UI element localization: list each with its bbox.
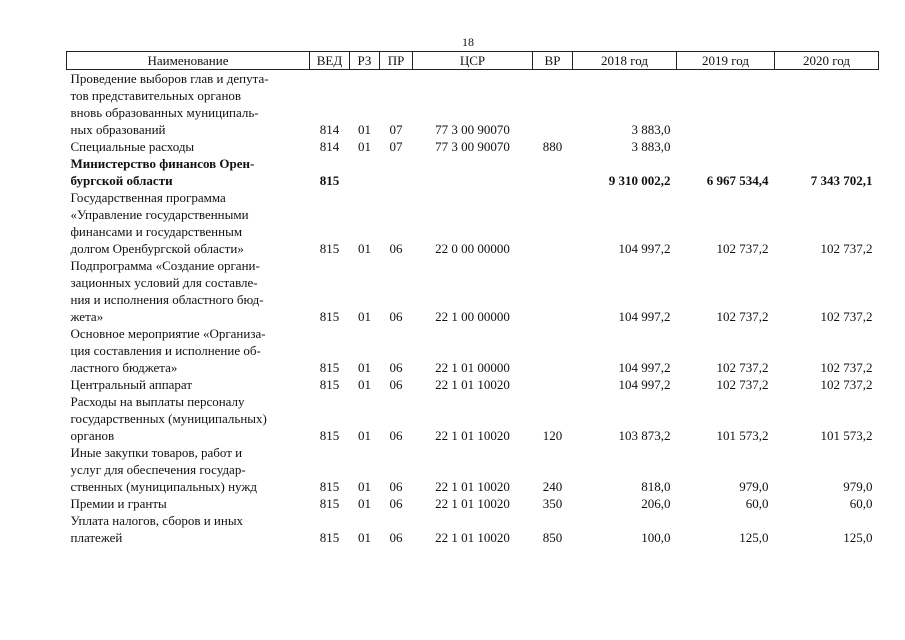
cell-2019 [677,70,775,139]
cell-pr: 06 [389,496,403,511]
name-line: органов [70,428,115,443]
name-line: Подпрограмма «Создание органи- [70,258,260,273]
cell-ved: 815 [319,241,340,256]
cell-vr: 240 [542,479,563,494]
header-2020: 2020 год [775,52,879,70]
cell-2019: 102 737,2 [716,309,769,324]
cell-name [67,138,310,155]
cell-ved: 815 [319,309,340,324]
cell-2019: 125,0 [739,530,769,545]
name-line: тов представительных органов [70,88,242,103]
name-line: ных образований [70,122,166,137]
name-line: платежей [70,530,123,545]
cell-ved: 815 [319,530,340,545]
cell-csr: 77 3 00 90070 [435,122,510,137]
cell-csr [413,155,533,189]
cell-csr: 22 1 01 10020 [435,530,510,545]
cell-name [67,512,310,546]
header-vr: ВР [533,52,573,70]
header-2019: 2019 год [677,52,775,70]
cell-csr: 22 1 01 10020 [435,496,510,511]
cell-csr: 22 1 01 10020 [435,377,510,392]
cell-2020: 102 737,2 [820,377,873,392]
header-2018: 2018 год [573,52,677,70]
cell-name [67,376,310,393]
cell-2018: 104 997,2 [618,360,671,375]
cell-ved: 815 [319,377,340,392]
name-line: жета» [70,309,104,324]
cell-rz: 01 [358,530,371,545]
name-line: ластного бюджета» [70,360,178,375]
header-pr: ПР [380,52,413,70]
name-line: Иные закупки товаров, работ и [70,445,243,460]
cell-pr: 06 [389,309,403,324]
cell-2018: 103 873,2 [618,428,671,443]
cell-2019 [677,138,775,155]
table-row [67,512,879,546]
header-csr: ЦСР [413,52,533,70]
cell-rz: 01 [358,360,371,375]
header-ved: ВЕД [310,52,350,70]
cell-rz: 01 [358,139,371,154]
page-number: 18 [462,35,474,49]
table-row [67,376,879,393]
cell-2018: 9 310 002,2 [608,173,671,188]
cell-rz: 01 [358,122,371,137]
cell-name [67,444,310,495]
budget-table [66,51,879,546]
table-body [67,70,879,547]
cell-csr: 22 1 01 10020 [435,479,510,494]
cell-rz: 01 [358,428,371,443]
cell-2020: 7 343 702,1 [810,173,873,188]
name-line: долгом Оренбургской области» [70,241,244,256]
cell-vr [533,325,573,376]
cell-vr [533,70,573,139]
cell-2018: 104 997,2 [618,309,671,324]
name-line: Уплата налогов, сборов и иных [70,513,244,528]
cell-ved: 815 [319,360,340,375]
cell-2018: 206,0 [641,496,671,511]
cell-csr: 22 1 01 00000 [435,360,510,375]
name-line: «Управление государственными [70,207,249,222]
table-row [67,444,879,495]
cell-2020: 979,0 [843,479,873,494]
cell-pr [380,155,413,189]
cell-vr: 850 [542,530,563,545]
cell-pr: 06 [389,479,403,494]
cell-vr: 350 [542,496,563,511]
cell-ved: 815 [319,496,340,511]
table-row [67,70,879,139]
cell-name [67,325,310,376]
cell-csr: 22 1 00 00000 [435,309,510,324]
table-header [67,52,879,70]
cell-csr: 22 0 00 00000 [435,241,510,256]
cell-2018: 104 997,2 [618,377,671,392]
cell-vr: 880 [542,139,563,154]
name-line: вновь образованных муниципаль- [70,105,259,120]
name-line: Министерство финансов Орен- [70,156,255,171]
table-row [67,155,879,189]
table-row [67,257,879,325]
cell-2018: 100,0 [641,530,671,545]
cell-pr: 06 [389,360,403,375]
name-line: зационных условий для составле- [70,275,258,290]
cell-2019: 60,0 [745,496,769,511]
cell-2019: 102 737,2 [716,377,769,392]
cell-rz: 01 [358,377,371,392]
name-line: государственных (муниципальных) [70,411,267,426]
name-line: Премии и гранты [70,496,167,511]
cell-ved: 815 [319,479,340,494]
table-row [67,495,879,512]
cell-csr: 77 3 00 90070 [435,139,510,154]
cell-2020: 102 737,2 [820,360,873,375]
cell-pr: 06 [389,428,403,443]
name-line: Центральный аппарат [70,377,193,392]
cell-2020: 125,0 [843,530,873,545]
name-line: Расходы на выплаты персоналу [70,394,245,409]
cell-csr: 22 1 01 10020 [435,428,510,443]
cell-vr [533,155,573,189]
cell-ved: 815 [319,173,340,188]
cell-vr [533,376,573,393]
name-line: финансами и государственным [70,224,243,239]
cell-2018: 3 883,0 [631,139,671,154]
cell-name [67,393,310,444]
cell-vr [533,257,573,325]
table-row [67,325,879,376]
cell-ved: 814 [319,122,340,137]
name-line: ния и исполнения областного бюд- [70,292,264,307]
cell-name [67,495,310,512]
cell-vr [533,189,573,257]
cell-name [67,70,310,139]
table-row [67,393,879,444]
cell-2020: 60,0 [849,496,873,511]
cell-2019: 102 737,2 [716,360,769,375]
cell-pr: 06 [389,377,403,392]
cell-pr: 07 [389,139,403,154]
cell-rz: 01 [358,496,371,511]
cell-2020 [775,138,879,155]
cell-pr: 06 [389,530,403,545]
cell-2020: 102 737,2 [820,309,873,324]
name-line: услуг для обеспечения государ- [70,462,246,477]
cell-2020 [775,70,879,139]
name-line: Проведение выборов глав и депута- [70,71,269,86]
cell-rz: 01 [358,309,371,324]
name-line: Государственная программа [70,190,226,205]
cell-pr: 06 [389,241,403,256]
name-line: Основное мероприятие «Организа- [70,326,266,341]
cell-ved: 814 [319,139,340,154]
cell-2020: 101 573,2 [820,428,873,443]
header-name: Наименование [67,52,310,70]
cell-2019: 979,0 [739,479,769,494]
cell-rz: 01 [358,241,371,256]
cell-name [67,257,310,325]
cell-vr: 120 [542,428,563,443]
cell-2018: 818,0 [641,479,671,494]
cell-name [67,189,310,257]
cell-2019: 6 967 534,4 [706,173,769,188]
name-line: бургской области [70,173,173,188]
cell-2018: 3 883,0 [631,122,671,137]
cell-2019: 102 737,2 [716,241,769,256]
table-row [67,138,879,155]
cell-2018: 104 997,2 [618,241,671,256]
name-line: Специальные расходы [70,139,195,154]
cell-name [67,155,310,189]
header-rz: РЗ [350,52,380,70]
table-row [67,189,879,257]
cell-rz [350,155,380,189]
cell-2019: 101 573,2 [716,428,769,443]
name-line: ственных (муниципальных) нужд [70,479,257,494]
cell-ved: 815 [319,428,340,443]
cell-2020: 102 737,2 [820,241,873,256]
name-line: ция составления и исполнение об- [70,343,261,358]
cell-pr: 07 [389,122,403,137]
cell-rz: 01 [358,479,371,494]
